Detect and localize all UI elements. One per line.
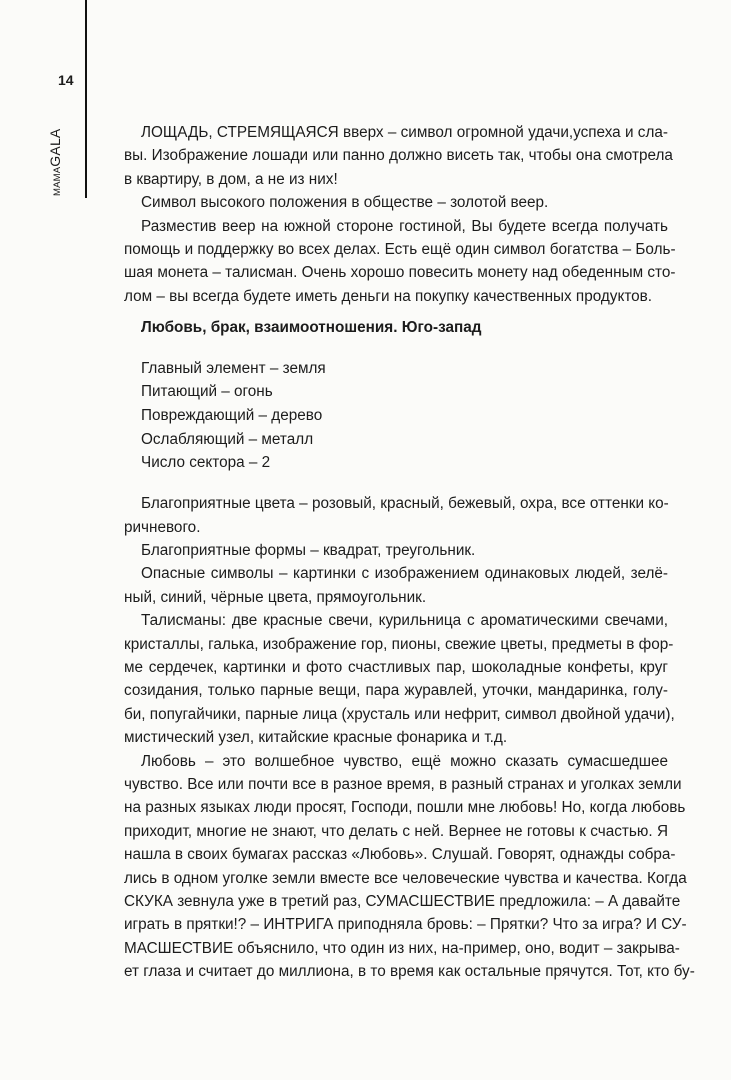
list-item: Питающий – огонь (141, 383, 273, 401)
bottom-paragraphs (124, 492, 695, 984)
list-item: Повреждающий – дерево (141, 407, 323, 425)
text-line: Символ высокого положения в обществе – золотой веер. (141, 194, 549, 212)
paragraph (124, 609, 675, 749)
margin-rule (85, 0, 87, 198)
text-line: в квартиру, в дом, а не из них! (124, 170, 338, 188)
text-line: нашла в своих бумагах рассказ «Любовь». Слушай. Говорят, однажды собра- (124, 846, 676, 864)
page-number: 14 (58, 72, 74, 88)
top-paragraphs (124, 121, 676, 308)
paragraph (124, 215, 676, 309)
text-line: Благоприятные цвета – розовый, красный, бежевый, охра, все оттенки ко- (141, 495, 669, 513)
text-line: помощь и поддержку во всех делах. Есть ещё один символ богатства – Боль- (124, 241, 676, 259)
text-line: би, попугайчики, парные лица (хрусталь или нефрит, символ двойной удачи), (124, 705, 675, 723)
text-line: Разместив веер на южной стороне гостиной, Вы будете всегда получать (141, 217, 668, 235)
page-body (124, 121, 695, 984)
running-head-large: GALA (47, 128, 63, 167)
paragraph (124, 750, 695, 984)
text-line: ный, синий, чёрные цвета, прямоугольник. (124, 588, 427, 606)
list-item: Ослабляющий – металл (141, 430, 314, 448)
paragraph (124, 562, 668, 609)
text-line: СКУКА зевнула уже в третий раз, СУМАСШЕСТВИЕ предложила: – А давайте (124, 893, 681, 911)
paragraph (124, 492, 668, 539)
text-line: кристаллы, галька, изображение гор, пионы, свежие цветы, предметы в фор- (124, 635, 674, 653)
text-line: созидания, только парные вещи, пара журавлей, уточки, мандаринка, голу- (124, 682, 668, 700)
text-line: ме сердечек, картинки и фото счастливых пар, шоколадные конфеты, круг (124, 659, 668, 677)
text-line: МАСШЕСТВИЕ объяснило, что один из них, на-пример, оно, водит – закрыва- (124, 939, 680, 957)
text-line: Любовь – это волшебное чувство, ещё можно сказать сумасшедшее (141, 752, 668, 770)
list-item: Число сектора – 2 (141, 454, 271, 472)
text-line: на разных языках люди просят, Господи, пошли мне любовь! Но, когда любовь (124, 799, 686, 817)
text-line: Благоприятные формы – квадрат, треугольник. (141, 541, 476, 559)
text-line: играть в прятки!? – ИНТРИГА приподняла бровь: – Прятки? Что за игра? И СУ- (124, 916, 687, 934)
text-line: чувство. Все или почти все в разное время, в разный странах и уголках земли (124, 776, 682, 794)
text-line: ЛОЩАДЬ, СТРЕМЯЩАЯСЯ вверх – символ огромной удачи,успеха и сла- (141, 124, 668, 141)
text-line: Талисманы: две красные свечи, курильница с ароматическими свечами, (141, 612, 668, 630)
paragraph (124, 191, 668, 214)
element-list (124, 357, 668, 476)
running-head (47, 129, 63, 196)
section-heading: Любовь, брак, взаимоотношения. Юго-запад (141, 319, 482, 337)
text-line: лись в одном уголке земли вместе все человеческие чувства и качества. Когда (124, 869, 687, 887)
paragraph (124, 539, 668, 562)
running-head-small: MAMA (52, 166, 63, 196)
text-line: вы. Изображение лошади или панно должно висеть так, чтобы она смотрела (124, 147, 673, 165)
text-line: шая монета – талисман. Очень хорошо повесить монету над обеденным сто- (124, 264, 676, 282)
text-line: лом – вы всегда будете иметь деньги на покупку качественных продуктов. (124, 287, 653, 305)
text-line: ет глаза и считает до миллиона, в то время как остальные прячутся. Тот, кто бу- (124, 963, 695, 981)
text-line: Опасные символы – картинки с изображением одинаковых людей, зелё- (141, 565, 668, 583)
text-line: ричневого. (124, 518, 201, 536)
text-line: мистический узел, китайские красные фонарика и т.д. (124, 729, 508, 747)
list-item: Главный элемент – земля (141, 359, 326, 377)
paragraph (124, 121, 673, 191)
text-line: приходит, многие не знают, что делать с ней. Вернее не готовы к счастью. Я (124, 822, 668, 840)
